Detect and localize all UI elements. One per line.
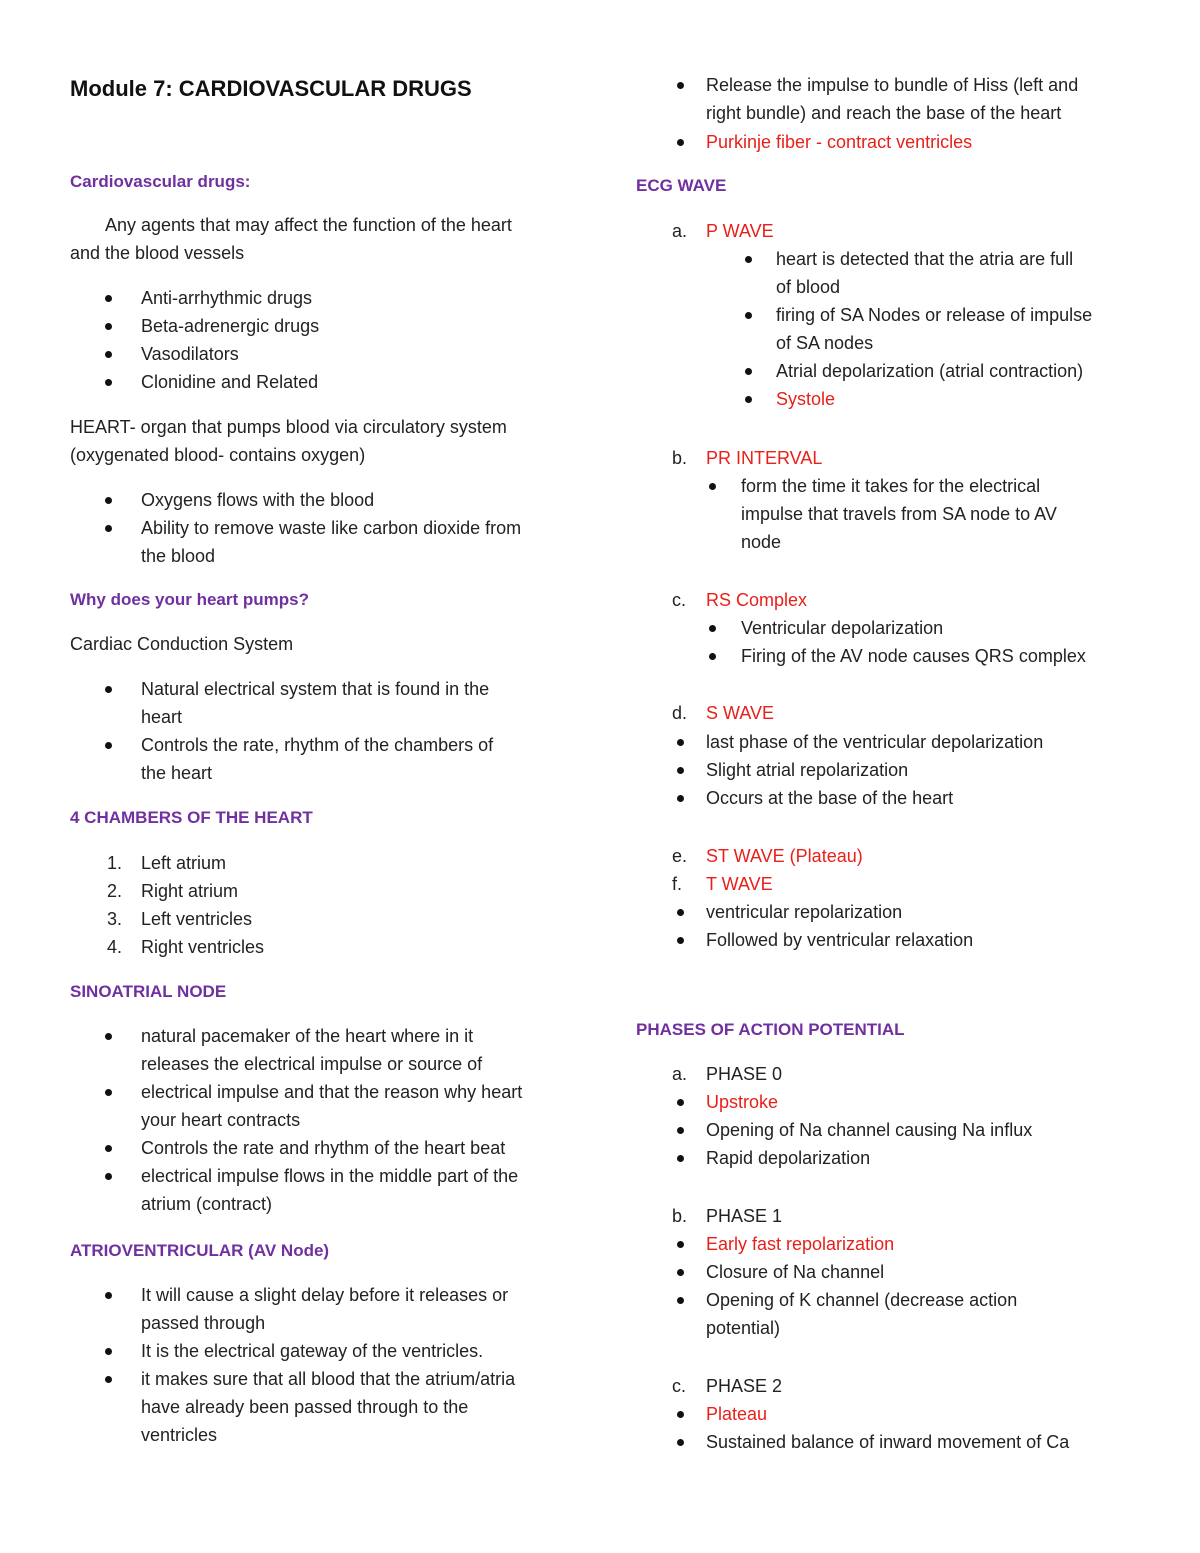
list-item: Purkinje fiber - contract ventricles — [706, 132, 973, 152]
bullet-icon — [745, 368, 752, 375]
list-item: Closure of Na channel — [706, 1262, 885, 1282]
bullet-icon — [677, 767, 684, 774]
list-item: of SA nodes — [776, 333, 874, 353]
list-item: Atrial depolarization (atrial contraction) — [776, 361, 1084, 381]
list-item: Slight atrial repolarization — [706, 760, 909, 780]
section-heading: Why does your heart pumps? — [70, 590, 309, 609]
section-heading: PHASES OF ACTION POTENTIAL — [636, 1020, 905, 1039]
list-item: Natural electrical system that is found in the — [141, 679, 490, 699]
list-item: electrical impulse and that the reason why heart — [141, 1082, 523, 1102]
list-item: Occurs at the base of the heart — [706, 788, 954, 808]
list-item: Opening of K channel (decrease action — [706, 1290, 1018, 1310]
list-item: potential) — [706, 1318, 781, 1338]
bullet-icon — [105, 1089, 112, 1096]
bullet-icon — [677, 937, 684, 944]
list-item: your heart contracts — [141, 1110, 301, 1130]
list-item: releases the electrical impulse or source of — [141, 1054, 483, 1074]
list-item: it makes sure that all blood that the atrium/atria — [141, 1369, 516, 1389]
list-item: Early fast repolarization — [706, 1234, 895, 1254]
bullet-icon — [677, 795, 684, 802]
paragraph: and the blood vessels — [70, 243, 245, 263]
list-item: electrical impulse flows in the middle part of the — [141, 1166, 519, 1186]
bullet-icon — [105, 1033, 112, 1040]
list-item: right bundle) and reach the base of the heart — [706, 103, 1062, 123]
list-item: Opening of Na channel causing Na influx — [706, 1120, 1033, 1140]
list-item: Oxygens flows with the blood — [141, 490, 375, 510]
bullet-icon — [105, 1145, 112, 1152]
bullet-icon — [105, 1292, 112, 1299]
list-item: heart is detected that the atria are full — [776, 249, 1074, 269]
bullet-icon — [677, 739, 684, 746]
list-item: Upstroke — [706, 1092, 779, 1112]
bullet-icon — [677, 1269, 684, 1276]
list-item: atrium (contract) — [141, 1194, 273, 1214]
list-letter: b. — [672, 448, 688, 468]
bullet-icon — [677, 1411, 684, 1418]
list-item: last phase of the ventricular depolarization — [706, 732, 1044, 752]
bullet-icon — [677, 82, 684, 89]
paragraph: HEART- organ that pumps blood via circulatory system — [70, 417, 507, 437]
list-item: Beta-adrenergic drugs — [141, 316, 320, 336]
list-item: Ventricular depolarization — [741, 618, 944, 638]
paragraph: Any agents that may affect the function of the heart — [105, 215, 512, 235]
item-label: RS Complex — [706, 590, 808, 610]
bullet-icon — [677, 1127, 684, 1134]
bullet-icon — [105, 742, 112, 749]
list-item: Controls the rate, rhythm of the chambers of — [141, 735, 494, 755]
paragraph: Cardiac Conduction System — [70, 634, 294, 654]
list-item: Sustained balance of inward movement of Ca — [706, 1432, 1070, 1452]
bullet-icon — [677, 1297, 684, 1304]
section-heading: SINOATRIAL NODE — [70, 982, 227, 1001]
bullet-icon — [677, 139, 684, 146]
list-letter: d. — [672, 703, 688, 723]
section-heading: Cardiovascular drugs: — [70, 172, 251, 191]
bullet-icon — [105, 351, 112, 358]
item-label: S WAVE — [706, 703, 775, 723]
list-letter: c. — [672, 1376, 687, 1396]
section-heading: 4 CHAMBERS OF THE HEART — [70, 808, 313, 827]
list-letter: b. — [672, 1206, 688, 1226]
list-item: Followed by ventricular relaxation — [706, 930, 974, 950]
list-item: Left atrium — [141, 853, 227, 873]
bullet-icon — [709, 625, 716, 632]
bullet-icon — [105, 1376, 112, 1383]
page-title: Module 7: CARDIOVASCULAR DRUGS — [70, 76, 472, 101]
bullet-icon — [709, 653, 716, 660]
bullet-icon — [745, 256, 752, 263]
bullet-icon — [745, 396, 752, 403]
list-item: It is the electrical gateway of the ventricles. — [141, 1341, 484, 1361]
item-label: P WAVE — [706, 221, 774, 241]
bullet-icon — [105, 686, 112, 693]
list-item: ventricles — [141, 1425, 218, 1445]
list-item: Anti-arrhythmic drugs — [141, 288, 313, 308]
list-letter: a. — [672, 1064, 688, 1084]
list-item: Firing of the AV node causes QRS complex — [741, 646, 1086, 666]
bullet-icon — [105, 295, 112, 302]
list-letter: a. — [672, 221, 688, 241]
item-label: T WAVE — [706, 874, 773, 894]
list-item: Plateau — [706, 1404, 768, 1424]
list-item: Rapid depolarization — [706, 1148, 871, 1168]
list-number: 4. — [107, 937, 123, 957]
list-letter: f. — [672, 874, 683, 894]
list-item: Right ventricles — [141, 937, 265, 957]
item-label: ST WAVE (Plateau) — [706, 846, 863, 866]
bullet-icon — [677, 1439, 684, 1446]
list-item: form the time it takes for the electrical — [741, 476, 1041, 496]
item-label: PHASE 1 — [706, 1206, 783, 1226]
bullet-icon — [105, 1173, 112, 1180]
list-item: have already been passed through to the — [141, 1397, 469, 1417]
bullet-icon — [105, 497, 112, 504]
bullet-icon — [745, 312, 752, 319]
item-label: PHASE 0 — [706, 1064, 783, 1084]
list-item: node — [741, 532, 782, 552]
bullet-icon — [105, 379, 112, 386]
list-item: firing of SA Nodes or release of impulse — [776, 305, 1093, 325]
list-item: Left ventricles — [141, 909, 253, 929]
list-number: 1. — [107, 853, 123, 873]
item-label: PR INTERVAL — [706, 448, 823, 468]
bullet-icon — [105, 525, 112, 532]
list-item: impulse that travels from SA node to AV — [741, 504, 1057, 524]
list-number: 2. — [107, 881, 123, 901]
list-item: Systole — [776, 389, 836, 409]
list-item: Vasodilators — [141, 344, 239, 364]
list-item: Clonidine and Related — [141, 372, 319, 392]
list-item: Right atrium — [141, 881, 239, 901]
bullet-icon — [709, 483, 716, 490]
bullet-icon — [105, 323, 112, 330]
list-item: heart — [141, 707, 183, 727]
list-item: Ability to remove waste like carbon dioxide from — [141, 518, 522, 538]
list-item: Controls the rate and rhythm of the heart beat — [141, 1138, 506, 1158]
list-letter: e. — [672, 846, 688, 866]
list-number: 3. — [107, 909, 123, 929]
bullet-icon — [677, 1099, 684, 1106]
list-item: It will cause a slight delay before it releases or — [141, 1285, 509, 1305]
list-item: natural pacemaker of the heart where in it — [141, 1026, 474, 1046]
list-item: the blood — [141, 546, 216, 566]
list-item: of blood — [776, 277, 841, 297]
bullet-icon — [677, 1155, 684, 1162]
paragraph: (oxygenated blood- contains oxygen) — [70, 445, 366, 465]
list-letter: c. — [672, 590, 687, 610]
item-label: PHASE 2 — [706, 1376, 783, 1396]
list-item: passed through — [141, 1313, 266, 1333]
bullet-icon — [677, 909, 684, 916]
section-heading: ECG WAVE — [636, 176, 727, 195]
bullet-icon — [105, 1348, 112, 1355]
list-item: ventricular repolarization — [706, 902, 903, 922]
list-item: Release the impulse to bundle of Hiss (left and — [706, 75, 1079, 95]
bullet-icon — [677, 1241, 684, 1248]
list-item: the heart — [141, 763, 213, 783]
section-heading: ATRIOVENTRICULAR (AV Node) — [70, 1241, 330, 1260]
